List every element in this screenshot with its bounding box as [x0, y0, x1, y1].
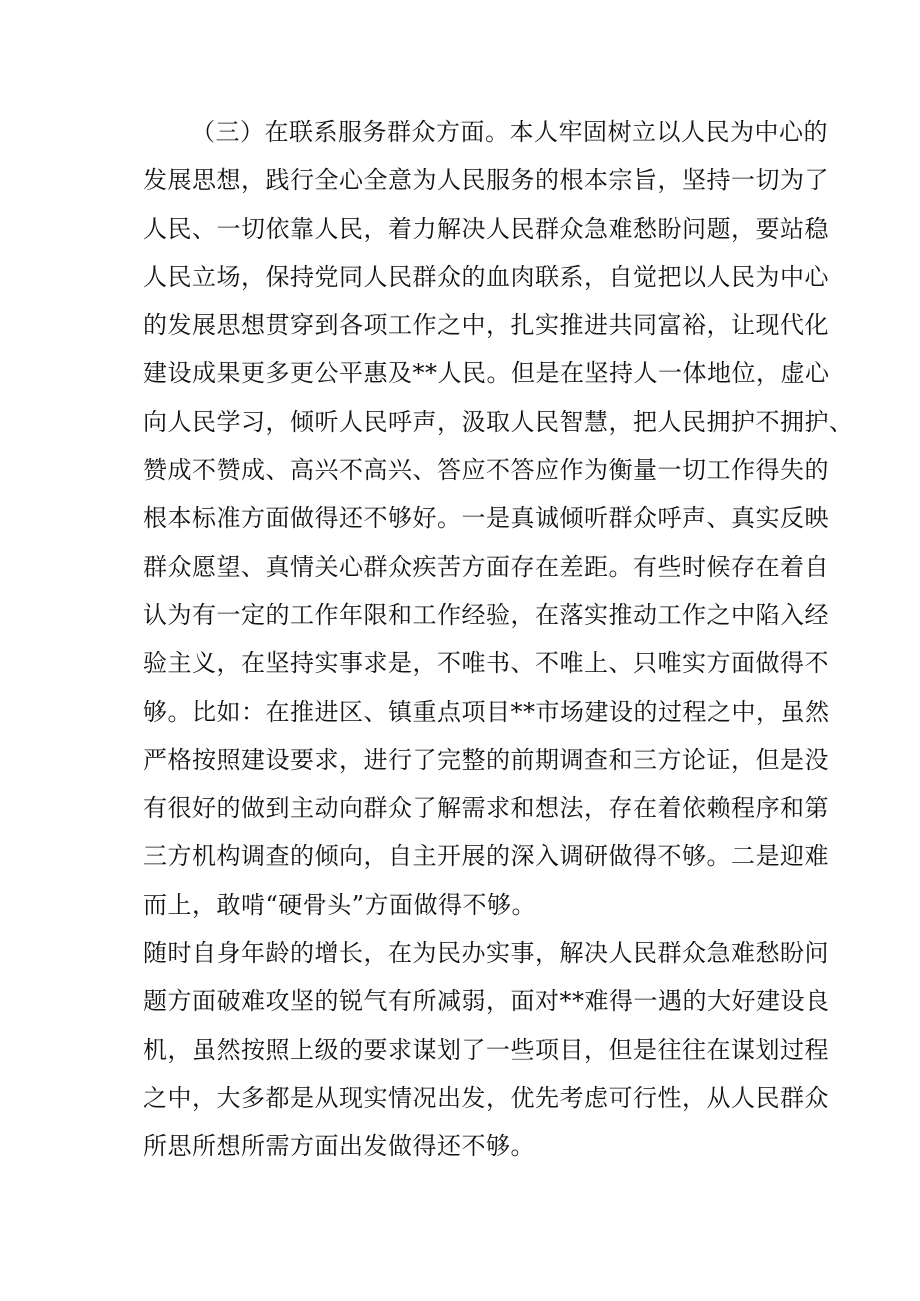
paragraph-line: 认为有一定的工作年限和工作经验，在落实推动工作之中陷入经 — [143, 600, 829, 629]
paragraph-line: 根本标准方面做得还不够好。一是真诚倾听群众呼声、真实反映 — [143, 504, 829, 533]
paragraph-1 — [143, 108, 854, 929]
paragraph-line: 人民立场，保持党同人民群众的血肉联系，自觉把以人民为中心 — [143, 262, 829, 291]
paragraph-line: 之中，大多都是从现实情况出发，优先考虑可行性，从人民群众 — [143, 1083, 829, 1112]
paragraph-line: 严格按照建设要求，进行了完整的前期调查和三方论证，但是没 — [143, 745, 829, 774]
paragraph-line: 的发展思想贯穿到各项工作之中，扎实推进共同富裕，让现代化 — [143, 311, 829, 340]
paragraph-line: 题方面破难攻坚的锐气有所减弱，面对**难得一遇的大好建设良 — [143, 987, 830, 1016]
paragraph-line: 建设成果更多更公平惠及**人民。但是在坚持人一体地位，虚心 — [143, 359, 830, 388]
paragraph-2 — [143, 929, 830, 1170]
document-body — [143, 108, 854, 1171]
paragraph-line: （三）在联系服务群众方面。本人牢固树立以人民为中心的 — [191, 118, 828, 146]
paragraph-line: 所思所想所需方面出发做得还不够。 — [143, 1132, 535, 1161]
paragraph-line: 发展思想，践行全心全意为人民服务的根本宗旨，坚持一切为了 — [143, 166, 829, 195]
paragraph-line: 验主义，在坚持实事求是，不唯书、不唯上、只唯实方面做得不 — [143, 649, 829, 678]
paragraph-line: 随时自身年龄的增长，在为民办实事，解决人民群众急难愁盼问 — [143, 939, 829, 968]
paragraph-line: 有很好的做到主动向群众了解需求和想法，存在着依赖程序和第 — [143, 794, 829, 823]
paragraph-line: 向人民学习，倾听人民呼声，汲取人民智慧，把人民拥护不拥护、 — [143, 407, 854, 436]
paragraph-line: 而上，敢啃“硬骨头”方面做得不够。 — [143, 890, 537, 919]
paragraph-line: 三方机构调查的倾向，自主开展的深入调研做得不够。二是迎难 — [143, 842, 829, 871]
paragraph-line: 够。比如：在推进区、镇重点项目**市场建设的过程之中，虽然 — [143, 697, 830, 726]
paragraph-line: 赞成不赞成、高兴不高兴、答应不答应作为衡量一切工作得失的 — [143, 456, 829, 485]
paragraph-line: 人民、一切依靠人民，着力解决人民群众急难愁盼问题，要站稳 — [143, 214, 829, 243]
paragraph-line: 群众愿望、真情关心群众疾苦方面存在差距。有些时候存在着自 — [143, 552, 829, 581]
paragraph-line: 机，虽然按照上级的要求谋划了一些项目，但是往往在谋划过程 — [143, 1035, 829, 1064]
